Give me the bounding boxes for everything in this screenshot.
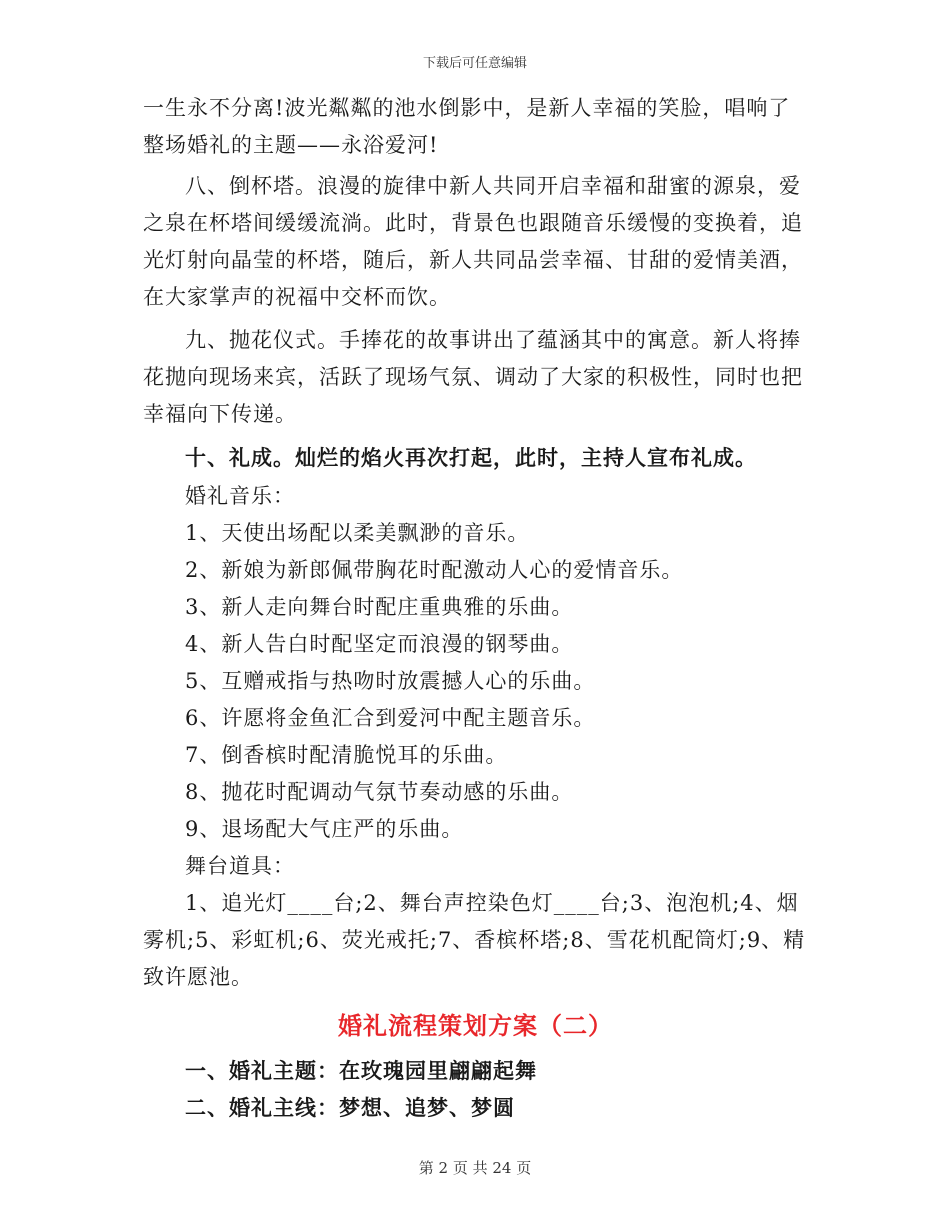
music-item: 8、抛花时配调动气氛节奏动感的乐曲。 [185, 780, 574, 804]
music-item: 5、互赠戒指与热吻时放震撼人心的乐曲。 [185, 669, 596, 693]
paragraph-1: 一生永不分离!波光粼粼的池水倒影中，是新人幸福的笑脸，唱响了整场婚礼的主题——永浴爱河! [143, 96, 791, 157]
music-item: 6、许愿将金鱼汇合到爱河中配主题音乐。 [185, 706, 596, 730]
paragraph-ceremony-complete: 十、礼成。灿烂的焰火再次打起，此时，主持人宣布礼成。 [185, 445, 757, 470]
music-item: 9、退场配大气庄严的乐曲。 [185, 817, 464, 841]
document-body [143, 90, 808, 1126]
props-list: 1、追光灯____台;2、舞台声控染色灯____台;3、泡泡机;4、烟雾机;5、彩虹机;6、荧光戒托;7、香槟杯塔;8、雪花机配筒灯;9、精致许愿池。 [143, 891, 806, 989]
music-item: 2、新娘为新郎佩带胸花时配激动人心的爱情音乐。 [185, 558, 684, 582]
props-heading: 舞台道具： [185, 854, 295, 878]
page-footer: 第 2 页 共 24 页 [418, 1159, 532, 1177]
section-item-mainline: 二、婚礼主线：梦想、追梦、梦圆 [185, 1095, 515, 1120]
music-item: 1、天使出场配以柔美飘渺的音乐。 [185, 521, 530, 545]
section-title: 婚礼流程策划方案（二） [338, 1011, 613, 1040]
paragraph-cup-tower: 八、倒杯塔。浪漫的旋律中新人共同开启幸福和甜蜜的源泉，爱之泉在杯塔间缓缓流淌。此时，背景色也跟随音乐缓慢的变换着，追光灯射向晶莹的杯塔，随后，新人共同品尝幸福、甘甜的爱情美酒，在大家掌声的祝福中交杯而饮。 [143, 174, 803, 309]
music-item: 7、倒香槟时配清脆悦耳的乐曲。 [185, 743, 508, 767]
section-item-theme: 一、婚礼主题：在玫瑰园里翩翩起舞 [185, 1058, 537, 1083]
page-header: 下载后可任意编辑 [422, 56, 527, 71]
music-item: 4、新人告白时配坚定而浪漫的钢琴曲。 [185, 632, 574, 656]
music-item: 3、新人走向舞台时配庄重典雅的乐曲。 [185, 595, 574, 619]
paragraph-bouquet-toss: 九、抛花仪式。手捧花的故事讲出了蕴涵其中的寓意。新人将捧花抛向现场来宾，活跃了现场气氛、调动了大家的积极性，同时也把幸福向下传递。 [143, 328, 803, 426]
music-heading: 婚礼音乐： [185, 484, 295, 508]
